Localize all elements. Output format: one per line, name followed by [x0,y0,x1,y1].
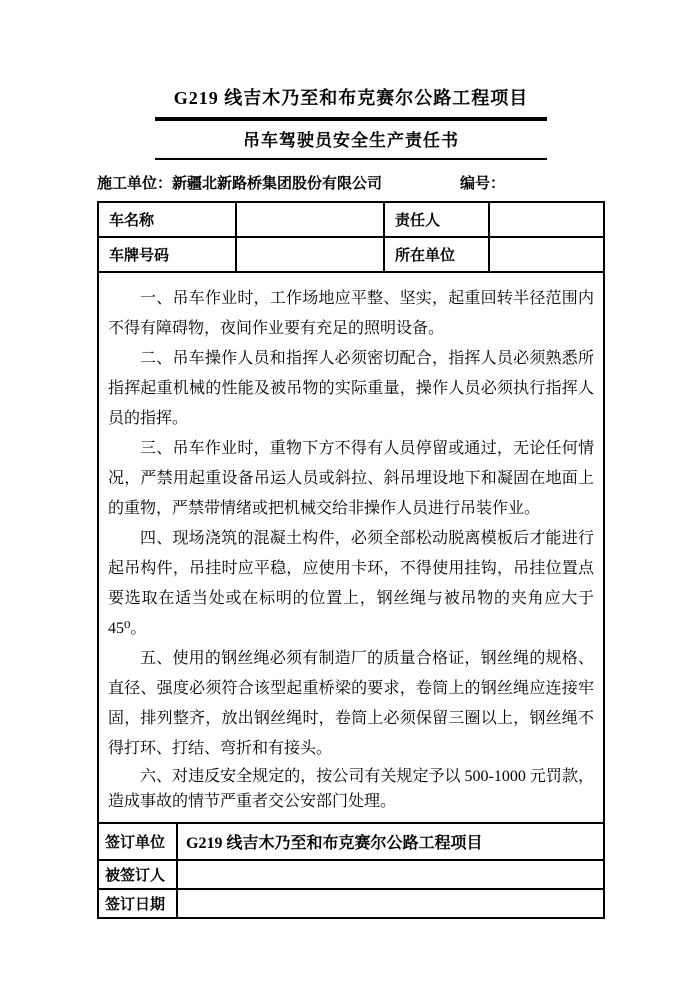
signing-unit-row [98,823,604,860]
vehicle-info-row-2 [98,237,604,272]
signing-date-value [177,889,604,918]
responsible-person-value-cell [489,202,604,237]
vehicle-info-table [97,201,605,273]
signing-unit-value: G219 线吉木乃至和布克赛尔公路工程项目 [177,823,604,860]
subtitle-underline-thin [155,158,547,160]
vehicle-name-value-cell [236,202,384,237]
document-subtitle: 吊车驾驶员安全生产责任书 [243,131,459,150]
vehicle-info-row-1 [98,202,604,237]
title-block [97,86,605,160]
signee-label: 被签订人 [98,860,177,889]
construction-unit-value: 新疆北新路桥集团股份有限公司 [172,176,383,192]
clause-4: 四、现场浇筑的混凝土构件，必须全部松动脱离模板后才能进行起吊构件，吊挂时应平稳，应使用卡环，不得使用挂钩，吊挂位置点要选取在适当处或在标明的位置上，钢丝绳与被吊物的夹角应大于45⁰。 [108,530,594,637]
construction-unit-label: 施工单位： [97,176,173,192]
signing-date-row [98,889,604,918]
work-unit-label: 所在单位 [384,237,489,272]
plate-number-value-cell [236,237,384,272]
header-row [97,172,605,193]
signing-unit-label: 签订单位 [98,823,177,860]
responsible-person-label: 责任人 [384,202,489,237]
signee-row [98,860,604,889]
responsibility-clauses-box [97,273,605,822]
vehicle-name-label: 车名称 [98,202,236,237]
work-unit-value-cell [489,237,604,272]
clause-2: 二、吊车操作人员和指挥人必须密切配合，指挥人员必须熟悉所指挥起重机械的性能及被吊物的实际重量，操作人员必须执行指挥人员的指挥。 [108,350,594,427]
clause-5: 五、使用的钢丝绳必须有制造厂的质量合格证，钢丝绳的规格、直径、强度必须符合该型起重桥梁的要求，卷筒上的钢丝绳应连接牢固，排列整齐，放出钢丝绳时，卷筒上必须保留三圈以上，钢丝绳不得打环、打结、弯折和有接头。 [108,650,594,757]
signing-date-label: 签订日期 [98,889,177,918]
document-title: G219 线吉木乃至和布克赛尔公路工程项目 [173,88,529,108]
signee-value [177,860,604,889]
clause-1: 一、吊车作业时，工作场地应平整、坚实，起重回转半径范围内不得有障碍物，夜间作业要有充足的照明设备。 [108,290,594,337]
plate-number-label: 车牌号码 [98,237,236,272]
title-underline-thick [155,117,547,121]
clause-3: 三、吊车作业时，重物下方不得有人员停留或通过，无论任何情况，严禁用起重设备吊运人员或斜拉、斜吊埋设地下和凝固在地面上的重物，严禁带情绪或把机械交给非操作人员进行吊装作业。 [108,440,594,517]
number-label: 编号： [459,176,505,192]
document-content [97,86,605,919]
clause-6: 六、对违反安全规定的，按公司有关规定予以 500-1000 元罚款，造成事故的情节严重者交公安部门处理。 [108,768,594,810]
signature-table [97,822,605,919]
